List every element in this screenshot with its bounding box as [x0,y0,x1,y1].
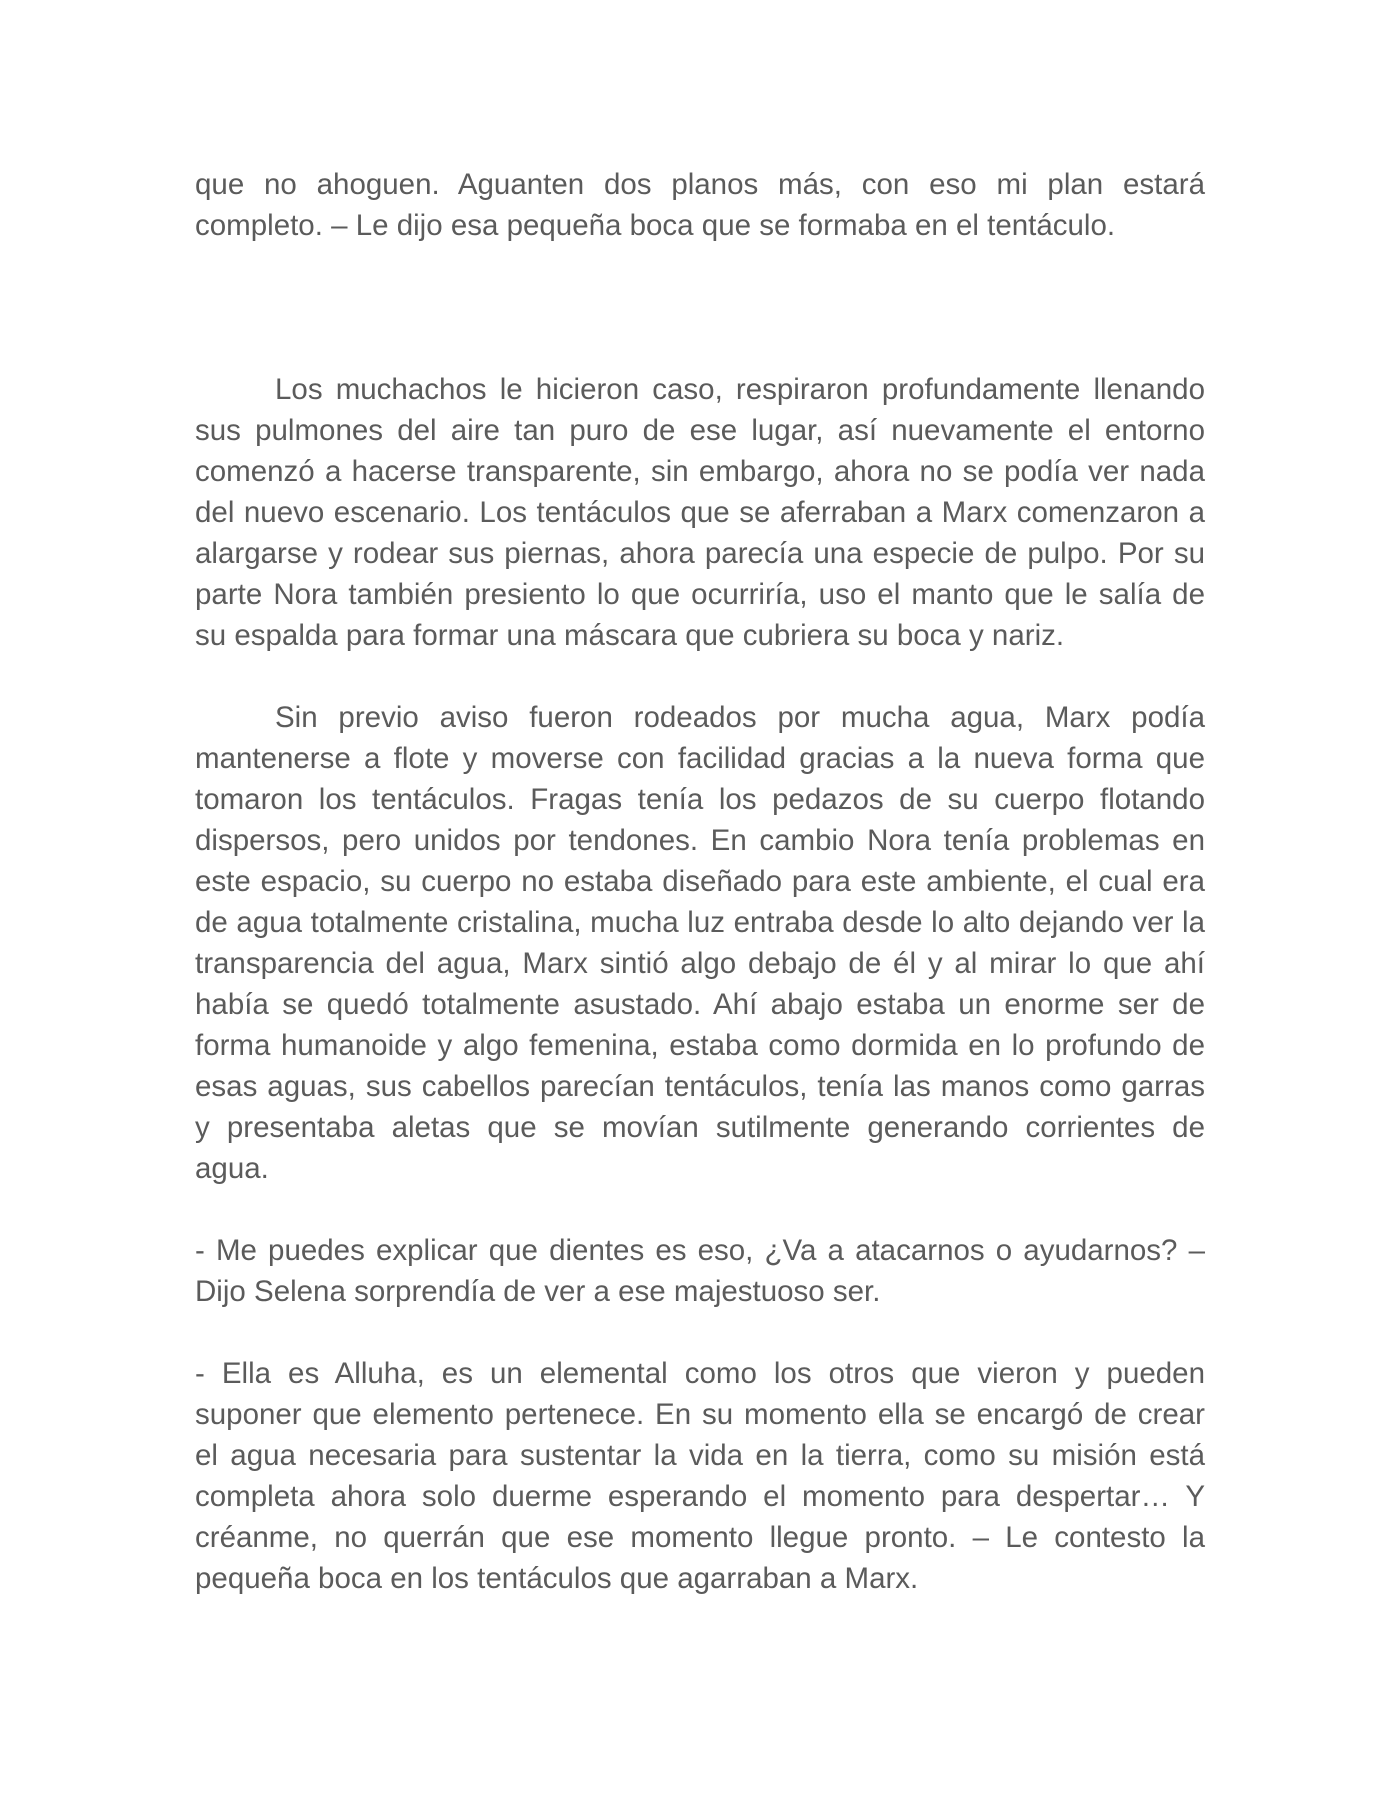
paragraph: Sin previo aviso fueron rodeados por mucha agua, Marx podía mantenerse a flote y moverse con facilidad gracias a la nueva forma que tomaron los tentáculos. Fragas tenía los pedazos de su cuerpo flotando dispersos, pero unidos por tendones. En cambio Nora tenía problemas en este espacio, su cuerpo no estaba diseñado para este ambiente, el cual era de agua totalmente cristalina, mucha luz entraba desde lo alto dejando ver la transparencia del agua, Marx sintió algo debajo de él y al mirar lo que ahí había se quedó totalmente asustado. Ahí abajo estaba un enorme ser de forma humanoide y algo femenina, estaba como dormida en lo profundo de esas aguas, sus cabellos parecían tentáculos, tenía las manos como garras y presentaba aletas que se movían sutilmente generando corrientes de agua. [195,701,1205,1185]
paragraph: Los muchachos le hicieron caso, respiraron profundamente llenando sus pulmones del aire tan puro de ese lugar, así nuevamente el entorno comenzó a hacerse transparente, sin embargo, ahora no se podía ver nada del nuevo escenario. Los tentáculos que se aferraban a Marx comenzaron a alargarse y rodear sus piernas, ahora parecía una especie de pulpo. Por su parte Nora también presiento lo que ocurriría, uso el manto que le salía de su espalda para formar una máscara que cubriera su boca y nariz. [195,373,1205,652]
paragraph: - Me puedes explicar que dientes es eso, ¿Va a atacarnos o ayudarnos? – Dijo Selena sorprendía de ver a ese majestuoso ser. [195,1234,1205,1308]
paragraph: que no ahoguen. Aguanten dos planos más, con eso mi plan estará completo. – Le dijo esa pequeña boca que se formaba en el tentáculo. [195,168,1205,242]
document-page [195,164,1205,1599]
paragraph: - Ella es Alluha, es un elemental como los otros que vieron y pueden suponer que elemento pertenece. En su momento ella se encargó de crear el agua necesaria para sustentar la vida en la tierra, como su misión está completa ahora solo duerme esperando el momento para despertar… Y créanme, no querrán que ese momento llegue pronto. – Le contesto la pequeña boca en los tentáculos que agarraban a Marx. [195,1357,1205,1595]
